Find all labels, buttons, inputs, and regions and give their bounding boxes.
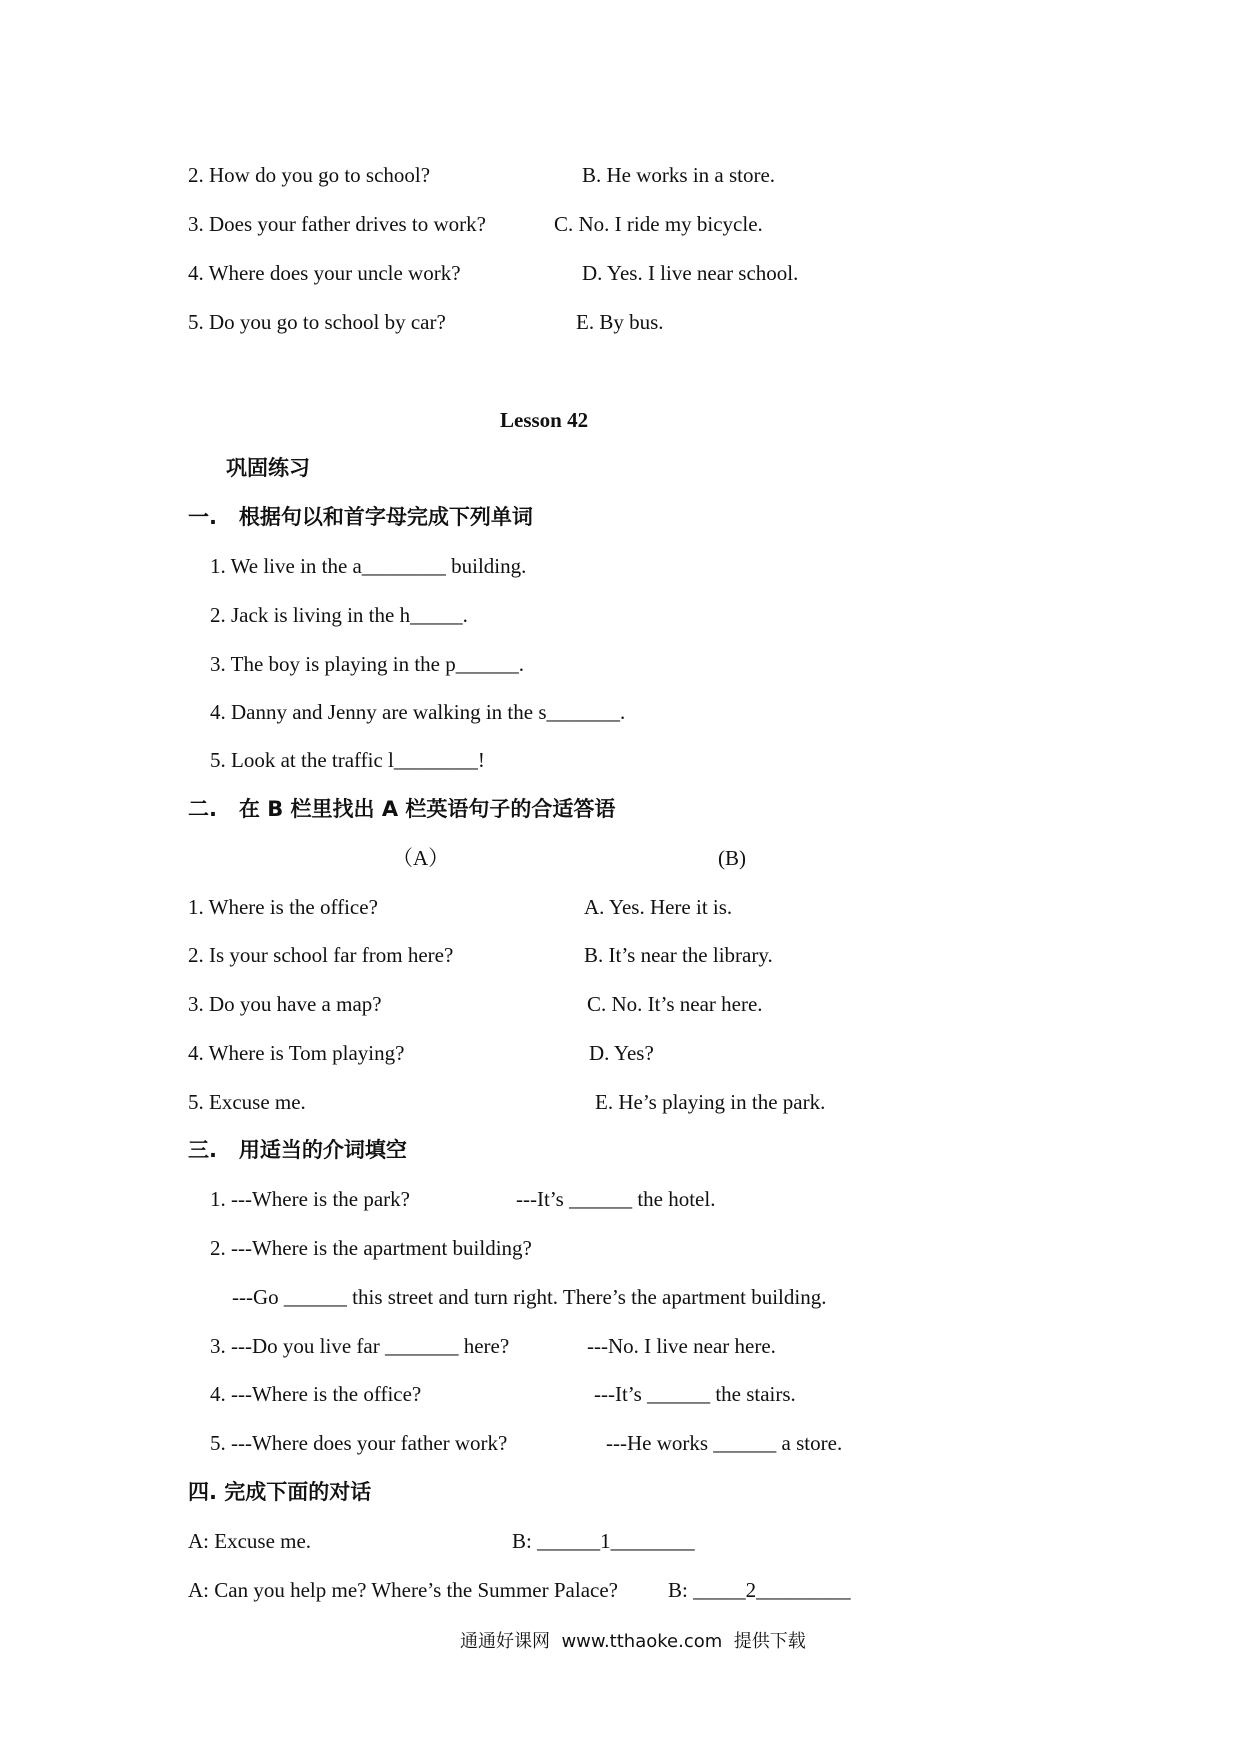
matching-answer: B. He works in a store. [582, 163, 776, 187]
matching-question: 4. Where is Tom playing? [188, 1041, 405, 1065]
preposition-question: 4. ---Where is the office? [210, 1382, 422, 1406]
matching-answer: D. Yes. I live near school. [582, 261, 799, 285]
matching-question: 2. Is your school far from here? [188, 943, 454, 967]
matching-answer: E. He’s playing in the park. [595, 1090, 826, 1114]
column-a-header: （A） [392, 846, 450, 870]
preposition-question: ---Go ______ this street and turn right. There’s the apartment building. [232, 1285, 827, 1309]
dialogue-line-a: A: Excuse me. [188, 1529, 312, 1553]
preposition-answer: ---No. I live near here. [587, 1334, 776, 1358]
page-footer: 通通好课网 www.tthaoke.com 提供下载 [460, 1631, 806, 1652]
matching-question: 1. Where is the office? [188, 895, 378, 919]
fill-item: 1. We live in the a________ building. [210, 554, 527, 578]
matching-answer: A. Yes. Here it is. [584, 895, 733, 919]
dialogue-line-a: A: Can you help me? Where’s the Summer Palace? [188, 1578, 618, 1602]
preposition-answer: ---It’s ______ the stairs. [594, 1382, 796, 1406]
dialogue-line-b: B: _____2_________ [668, 1578, 851, 1602]
matching-question: 3. Does your father drives to work? [188, 212, 486, 236]
fill-item: 4. Danny and Jenny are walking in the s_______. [210, 700, 626, 724]
matching-answer: D. Yes? [589, 1041, 654, 1065]
fill-item: 5. Look at the traffic l________! [210, 748, 485, 772]
preposition-answer: ---He works ______ a store. [606, 1431, 843, 1455]
preposition-question: 3. ---Do you live far _______ here? [210, 1334, 510, 1358]
preposition-question: 2. ---Where is the apartment building? [210, 1236, 532, 1260]
section3-heading: 三. 用适当的介词填空 [188, 1138, 407, 1162]
matching-question: 5. Do you go to school by car? [188, 310, 446, 334]
section4-heading: 四. 完成下面的对话 [188, 1480, 372, 1504]
section2-heading: 二. 在 B 栏里找出 A 栏英语句子的合适答语 [188, 797, 616, 821]
dialogue-line-b: B: ______1________ [512, 1529, 695, 1553]
matching-answer: E. By bus. [576, 310, 664, 334]
matching-answer: B. It’s near the library. [584, 943, 773, 967]
preposition-question: 5. ---Where does your father work? [210, 1431, 508, 1455]
matching-question: 3. Do you have a map? [188, 992, 382, 1016]
column-b-header: (B) [718, 846, 746, 870]
practice-heading: 巩固练习 [226, 456, 310, 480]
section1-heading: 一. 根据句以和首字母完成下列单词 [188, 505, 533, 529]
lesson-title: Lesson 42 [500, 408, 589, 432]
matching-question: 2. How do you go to school? [188, 163, 431, 187]
preposition-answer: ---It’s ______ the hotel. [516, 1187, 716, 1211]
matching-answer: C. No. I ride my bicycle. [554, 212, 763, 236]
preposition-question: 1. ---Where is the park? [210, 1187, 410, 1211]
fill-item: 2. Jack is living in the h_____. [210, 603, 468, 627]
matching-answer: C. No. It’s near here. [587, 992, 763, 1016]
fill-item: 3. The boy is playing in the p______. [210, 652, 525, 676]
matching-question: 5. Excuse me. [188, 1090, 306, 1114]
matching-question: 4. Where does your uncle work? [188, 261, 461, 285]
